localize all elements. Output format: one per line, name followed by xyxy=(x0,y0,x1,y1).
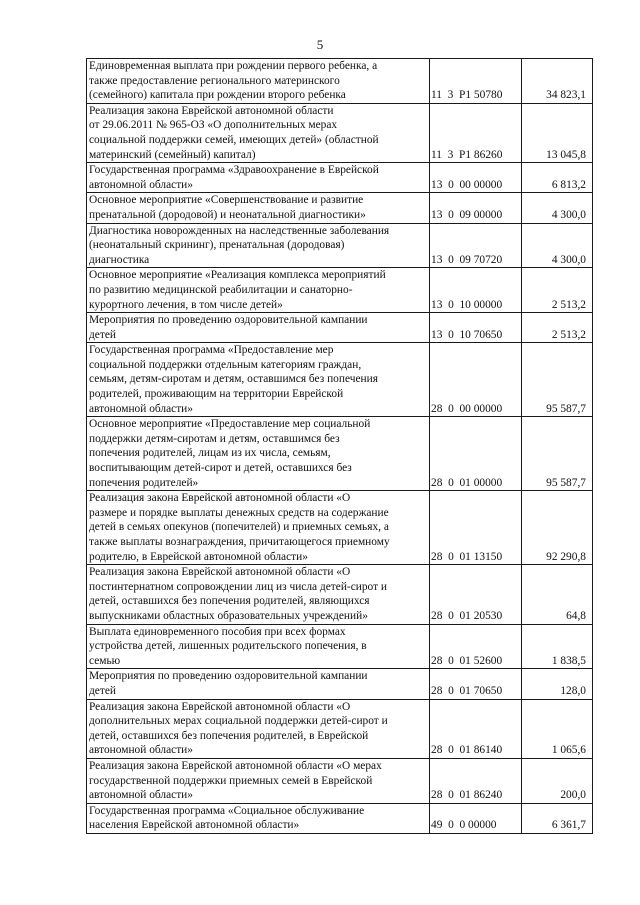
row-name-line: Реализация закона Еврейской автономной области «О xyxy=(89,700,351,713)
row-sum-cell: 128,0 xyxy=(522,669,593,699)
row-name-cell xyxy=(87,417,430,491)
row-code-cell: 13 0 00 00000 xyxy=(430,163,522,193)
row-name-line: Диагностика новорожденных на наследственные заболевания xyxy=(89,224,390,237)
row-name-line: Реализация закона Еврейской автономной области «О xyxy=(89,492,351,505)
table-row xyxy=(87,103,593,162)
row-code-cell: 28 0 00 00000 xyxy=(430,343,522,417)
row-code-cell: 28 0 01 52600 xyxy=(430,624,522,669)
row-name-line: от 29.06.2011 № 965-ОЗ «О дополнительных мерах xyxy=(89,119,338,132)
row-name-line: Реализация закона Еврейской автономной области «О xyxy=(89,566,351,579)
row-name-line: Государственная программа «Предоставление мер xyxy=(89,344,334,357)
row-sum-cell: 200,0 xyxy=(522,758,593,803)
row-name-line: семью xyxy=(89,654,121,667)
budget-table xyxy=(86,58,593,834)
row-name-cell xyxy=(87,223,430,268)
table-row xyxy=(87,491,593,565)
row-code-cell: 11 3 Р1 86260 xyxy=(430,103,522,162)
row-name-line: попечения родителей» xyxy=(89,476,199,489)
row-name-line: курортного лечения, в том числе детей» xyxy=(89,298,283,311)
row-name-line: устройства детей, лишенных родительского попечения, в xyxy=(89,640,367,653)
table-row xyxy=(87,343,593,417)
budget-table-body xyxy=(87,59,593,834)
table-row xyxy=(87,59,593,104)
row-name-cell xyxy=(87,163,430,193)
row-name-line: размере и порядке выплаты денежных средств на содержание xyxy=(89,506,389,519)
row-name-line: Основное мероприятие «Реализация комплекса мероприятий xyxy=(89,269,386,282)
row-name-line: детей в семьях опекунов (попечителей) и приемных семьях, а xyxy=(89,521,389,534)
row-name-line: детей, оставшихся без попечения родителей, являющихся xyxy=(89,595,370,608)
row-name-line: Выплата единовременного пособия при всех формах xyxy=(89,625,346,638)
row-name-cell xyxy=(87,624,430,669)
row-sum-cell: 2 513,2 xyxy=(522,268,593,313)
row-name-line: выпускниками областных образовательных учреждений» xyxy=(89,609,368,622)
row-name-line: Мероприятия по проведению оздоровительной кампании xyxy=(89,314,368,327)
row-name-line: населения Еврейской автономной области» xyxy=(89,819,300,832)
row-name-line: детей xyxy=(89,684,116,697)
row-name-line: детей, оставшихся без попечения родителей, в Еврейской xyxy=(89,729,369,742)
row-name-line: воспитывающим детей-сирот и детей, оставшихся без xyxy=(89,462,352,475)
row-sum-cell: 1 065,6 xyxy=(522,699,593,758)
row-name-line: (неонатальный скрининг), пренатальная (дородовая) xyxy=(89,239,345,252)
row-sum-cell: 1 838,5 xyxy=(522,624,593,669)
row-name-line: Реализация закона Еврейской автономной области «О мерах xyxy=(89,759,382,772)
row-code-cell: 28 0 01 86140 xyxy=(430,699,522,758)
row-name-line: (семейного) капитала при рождении второго ребенка xyxy=(89,89,346,102)
row-name-line: социальной поддержки семей, имеющих детей» (областной xyxy=(89,133,379,146)
row-name-line: автономной области» xyxy=(89,178,193,191)
row-name-line: Государственная программа «Здравоохранение в Еврейской xyxy=(89,164,379,177)
table-row xyxy=(87,624,593,669)
row-name-line: диагностика xyxy=(89,253,150,266)
row-name-cell xyxy=(87,565,430,624)
row-sum-cell: 34 823,1 xyxy=(522,59,593,104)
row-name-cell xyxy=(87,313,430,343)
row-code-cell: 28 0 01 20530 xyxy=(430,565,522,624)
row-name-cell xyxy=(87,193,430,223)
row-name-line: постинтернатном сопровождении лиц из числа детей-сирот и xyxy=(89,580,388,593)
row-name-line: пренатальной (дородовой) и неонатальной диагностики» xyxy=(89,208,366,221)
row-name-line: также выплаты вознаграждения, причитающегося приемному xyxy=(89,536,390,548)
row-name-line: государственной поддержки приемных семей в Еврейской xyxy=(89,774,373,787)
table-row xyxy=(87,758,593,803)
row-name-cell xyxy=(87,103,430,162)
row-sum-cell: 13 045,8 xyxy=(522,103,593,162)
page-number: 5 xyxy=(316,37,324,52)
row-name-cell xyxy=(87,669,430,699)
row-code-cell: 28 0 01 86240 xyxy=(430,758,522,803)
row-name-cell xyxy=(87,758,430,803)
row-name-line: семьям, детям-сиротам и детям, оставшимся без попечения xyxy=(89,373,378,386)
row-name-line: Мероприятия по проведению оздоровительной кампании xyxy=(89,670,368,683)
row-sum-cell: 95 587,7 xyxy=(522,417,593,491)
row-name-line: автономной области» xyxy=(89,744,193,757)
table-row xyxy=(87,417,593,491)
row-name-line: дополнительных мерах социальной поддержки детей-сирот и xyxy=(89,715,388,728)
row-sum-cell: 6 361,7 xyxy=(522,803,593,833)
row-sum-cell: 2 513,2 xyxy=(522,313,593,343)
row-name-cell xyxy=(87,59,430,104)
row-name-line: Единовременная выплата при рождении первого ребенка, а xyxy=(89,60,378,72)
row-sum-cell: 4 300,0 xyxy=(522,223,593,268)
table-row xyxy=(87,268,593,313)
row-name-cell xyxy=(87,699,430,758)
row-name-line: автономной области» xyxy=(89,789,193,802)
row-name-line: родителю, в Еврейской автономной области» xyxy=(89,550,308,563)
row-name-line: материнский (семейный) капитал) xyxy=(89,148,256,161)
row-code-cell: 13 0 09 70720 xyxy=(430,223,522,268)
row-name-line: автономной области» xyxy=(89,402,193,415)
table-row xyxy=(87,803,593,833)
row-name-line: Основное мероприятие «Совершенствование и развитие xyxy=(89,194,364,207)
table-row xyxy=(87,565,593,624)
row-sum-cell: 4 300,0 xyxy=(522,193,593,223)
row-code-cell: 11 3 Р1 50780 xyxy=(430,59,522,104)
row-code-cell: 28 0 01 00000 xyxy=(430,417,522,491)
row-name-cell xyxy=(87,491,430,565)
row-code-cell: 49 0 0 00000 xyxy=(430,803,522,833)
row-name-line: детей xyxy=(89,328,116,341)
table-row xyxy=(87,669,593,699)
row-name-cell xyxy=(87,803,430,833)
table-row xyxy=(87,699,593,758)
row-code-cell: 13 0 10 70650 xyxy=(430,313,522,343)
row-sum-cell: 64,8 xyxy=(522,565,593,624)
table-row xyxy=(87,163,593,193)
row-name-line: Реализация закона Еврейской автономной области xyxy=(89,104,334,117)
row-name-cell xyxy=(87,343,430,417)
row-name-line: Государственная программа «Социальное обслуживание xyxy=(89,804,365,817)
row-sum-cell: 95 587,7 xyxy=(522,343,593,417)
row-code-cell: 28 0 01 13150 xyxy=(430,491,522,565)
row-name-line: социальной поддержки отдельным категориям граждан, xyxy=(89,358,362,371)
row-name-line: попечения родителей, лицам из их числа, семьям, xyxy=(89,447,331,460)
row-name-line: также предоставление регионального материнского xyxy=(89,74,340,87)
row-name-line: по развитию медицинской реабилитации и санаторно- xyxy=(89,283,353,296)
row-sum-cell: 6 813,2 xyxy=(522,163,593,193)
table-row xyxy=(87,223,593,268)
row-code-cell: 13 0 09 00000 xyxy=(430,193,522,223)
table-row xyxy=(87,193,593,223)
row-code-cell: 28 0 01 70650 xyxy=(430,669,522,699)
row-name-line: поддержки детям-сиротам и детям, оставшимся без xyxy=(89,432,340,445)
row-name-cell xyxy=(87,268,430,313)
table-row xyxy=(87,313,593,343)
row-sum-cell: 92 290,8 xyxy=(522,491,593,565)
row-code-cell: 13 0 10 00000 xyxy=(430,268,522,313)
row-name-line: Основное мероприятие «Предоставление мер социальной xyxy=(89,418,371,431)
row-name-line: родителей, проживающим на территории Еврейской xyxy=(89,388,344,401)
